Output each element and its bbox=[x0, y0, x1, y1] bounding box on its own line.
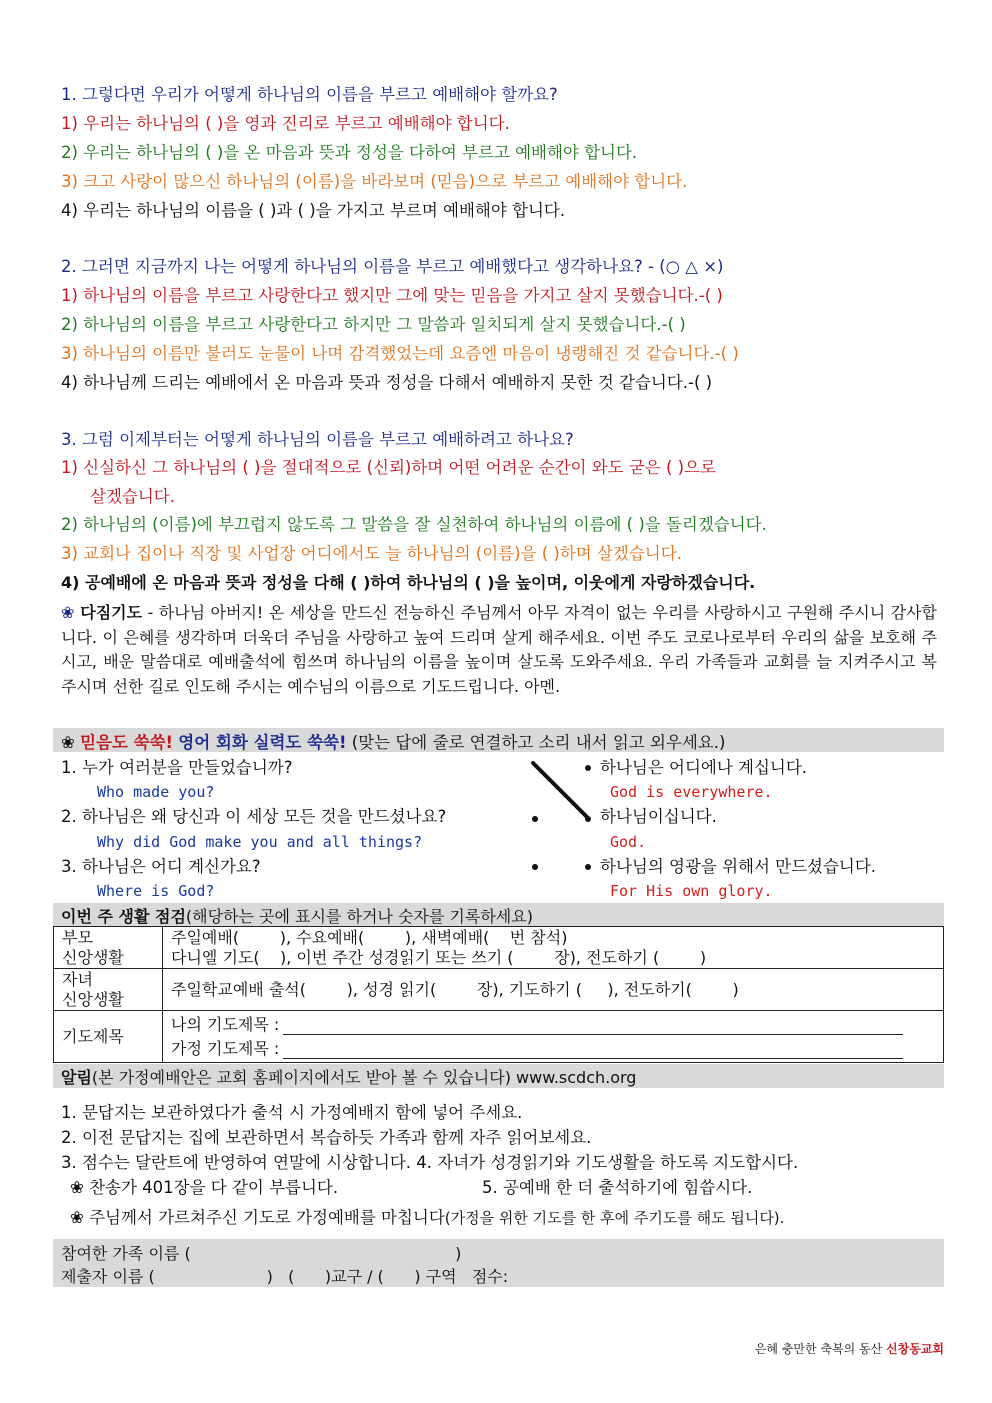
q1-item-3: 3) 크고 사랑이 많으신 하나님의 (이름)을 바라보며 (믿음)으로 부르고 예배해야 합니다. bbox=[61, 172, 688, 191]
footer bbox=[755, 1340, 944, 1357]
english-q3-ko: 3. 하나님은 어디 계신가요? bbox=[61, 857, 261, 876]
notice-hymn-line bbox=[70, 1177, 338, 1199]
family-names-line[interactable]: 참여한 가족 이름 ( ) bbox=[61, 1244, 462, 1263]
flower-icon: ❀ bbox=[70, 1178, 84, 1197]
q2-item-2: 2) 하나님의 이름을 부르고 사랑한다고 하지만 그 말씀과 일치되게 살지 못했습니다.-( ) bbox=[61, 315, 686, 334]
check-row-fields[interactable] bbox=[163, 969, 944, 1011]
notice-item-3: 3. 점수는 달란트에 반영하여 연말에 시상합니다. 4. 자녀가 성경읽기와 기도생활을 하도록 지도합시다. bbox=[61, 1153, 799, 1172]
q3-connect-dot[interactable] bbox=[532, 864, 538, 870]
english-header-instructions: (맞는 답에 줄로 연결하고 소리 내서 읽고 외우세요.) bbox=[351, 733, 726, 752]
q3-item-1a: 1) 신실하신 그 하나님의 ( )을 절대적으로 (신뢰)하며 어떤 어려운 순간이 와도 굳은 ( )으로 bbox=[61, 458, 716, 477]
english-q2-en: Why did God make you and all things? bbox=[97, 833, 423, 851]
connection-line bbox=[525, 755, 595, 825]
check-header bbox=[53, 903, 944, 926]
check-row-prayer bbox=[54, 1011, 944, 1063]
parents-line-2[interactable]: 다니엘 기도( ), 이번 주간 성경읽기 또는 쓰기 ( 장), 전도하기 ( ) bbox=[171, 947, 707, 967]
flower-icon: ❀ bbox=[61, 733, 75, 752]
notice-item-5: 5. 공예배 한 더 출석하기에 힘씁시다. bbox=[482, 1178, 753, 1197]
q3-item-3: 3) 교회나 집이나 직장 및 사업장 어디에서도 늘 하나님의 (이름)을 ( )하며 살겠습니다. bbox=[61, 544, 682, 563]
label-line-1: 자녀 bbox=[62, 969, 93, 989]
flower-icon: ❀ bbox=[70, 1208, 84, 1227]
notice-closing-line bbox=[70, 1207, 784, 1229]
notice-header-bold: 알림 bbox=[61, 1068, 92, 1087]
prayer-paragraph bbox=[61, 601, 937, 699]
notice-hymn: 찬송가 401장을 다 같이 부릅니다. bbox=[89, 1178, 339, 1197]
q1-item-4: 4) 우리는 하나님의 이름을 ( )과 ( )을 가지고 부르며 예배해야 합니다. bbox=[61, 201, 566, 220]
notice-header-rest: (본 가정예배안은 교회 홈페이지에서도 받아 볼 수 있습니다) www.scdch.org bbox=[91, 1068, 637, 1087]
english-q3-en: Where is God? bbox=[97, 882, 215, 900]
english-q2-ko: 2. 하나님은 왜 당신과 이 세상 모든 것을 만드셨나요? bbox=[61, 807, 447, 826]
children-line-1[interactable]: 주일학교예배 출석( ), 성경 읽기( 장), 기도하기 ( ), 전도하기( ) bbox=[171, 979, 739, 999]
q2-title: 2. 그러면 지금까지 나는 어떻게 하나님의 이름을 부르고 예배했다고 생각하나요? - (○ △ ×) bbox=[61, 257, 724, 276]
notice-item-2: 2. 이전 문답지는 집에 보관하면서 복습하듯 가족과 함께 자주 읽어보세요. bbox=[61, 1128, 592, 1147]
prayer-text: - 하나님 아버지! 온 세상을 만드신 전능하신 주님께서 아무 자격이 없는 우리를 사랑하시고 구원해 주시니 감사합니다. 이 은혜를 생각하며 더욱더 주님을 사랑하고 높여 드리며 살게 해주세요. 이번 주도 코로나로부터 우리의 삶을 보호해 주시고, 배운 말씀대로 예배출석에 힘쓰며 하나님의 이름을 높이며 살도록 도와주세요. 우리 가족들과 교회를 늘 지켜주시고 복 주시며 선한 길로 인도해 주시는 예수님의 이름으로 기도드립니다. 아멘. bbox=[61, 603, 937, 696]
check-table bbox=[53, 926, 944, 1063]
check-row-label: 기도제목 bbox=[54, 1011, 163, 1063]
q1-item-2: 2) 우리는 하나님의 ( )을 온 마음과 뜻과 정성을 다하여 부르고 예배해야 합니다. bbox=[61, 143, 638, 162]
my-prayer-field[interactable] bbox=[283, 1016, 903, 1035]
q2-item-4: 4) 하나님께 드리는 예배에서 온 마음과 뜻과 정성을 다해서 예배하지 못한 것 같습니다.-( ) bbox=[61, 373, 713, 392]
q1-title: 1. 그렇다면 우리가 어떻게 하나님의 이름을 부르고 예배해야 할까요? bbox=[61, 85, 558, 104]
english-q1-en: Who made you? bbox=[97, 783, 215, 801]
check-row-children bbox=[54, 969, 944, 1011]
notice-item-1: 1. 문답지는 보관하였다가 출석 시 가정예배지 함에 넣어 주세요. bbox=[61, 1103, 523, 1122]
q3-item-1b: 살겠습니다. bbox=[90, 487, 175, 506]
notice-header bbox=[53, 1064, 944, 1088]
notice-closing-sub: (가정을 위한 기도를 한 후에 주기도를 해도 됩니다). bbox=[444, 1209, 785, 1227]
check-header-rest: (해당하는 곳에 표시를 하거나 숫자를 기록하세요) bbox=[185, 907, 533, 926]
q2-item-1: 1) 하나님의 이름을 부르고 사랑한다고 했지만 그에 맞는 믿음을 가지고 살지 못했습니다.-( ) bbox=[61, 286, 723, 305]
my-prayer-label: 나의 기도제목 : bbox=[171, 1014, 280, 1034]
q3-title: 3. 그럼 이제부터는 어떻게 하나님의 이름을 부르고 예배하려고 하나요? bbox=[61, 430, 574, 449]
label-line-2: 신앙생활 bbox=[62, 947, 124, 967]
english-a3-ko: 하나님의 영광을 위해서 만드셨습니다. bbox=[600, 857, 877, 876]
a3-connect-dot[interactable] bbox=[585, 864, 591, 870]
english-q1-ko: 1. 누가 여러분을 만들었습니까? bbox=[61, 758, 293, 777]
family-prayer-label: 가정 기도제목 : bbox=[171, 1038, 280, 1058]
check-row-label bbox=[54, 927, 163, 969]
church-name: 신창동교회 bbox=[886, 1342, 944, 1356]
q1-item-1: 1) 우리는 하나님의 ( )을 영과 진리로 부르고 예배해야 합니다. bbox=[61, 114, 510, 133]
parents-line-1[interactable]: 주일예배( ), 수요예배( ), 새벽예배( 번 참석) bbox=[171, 927, 568, 947]
check-row-label bbox=[54, 969, 163, 1011]
english-a1-ko: 하나님은 어디에나 계십니다. bbox=[600, 758, 808, 777]
english-header-red: 믿음도 쑥쑥! bbox=[80, 733, 174, 752]
q3-item-2: 2) 하나님의 (이름)에 부끄럽지 않도록 그 말씀을 잘 실천하여 하나님의 이름에 ( )을 돌리겠습니다. bbox=[61, 515, 767, 534]
check-row-fields[interactable] bbox=[163, 927, 944, 969]
prayer-label: 다짐기도 bbox=[80, 603, 143, 622]
english-header-blue: 영어 회화 실력도 쑥쑥! bbox=[178, 733, 347, 752]
english-a2-en: God. bbox=[610, 833, 647, 851]
check-row-parents bbox=[54, 927, 944, 969]
label-line-1: 부모 bbox=[62, 927, 93, 947]
submitter-line[interactable]: 제출자 이름 ( ) ( )교구 / ( ) 구역 점수: bbox=[61, 1267, 509, 1286]
submission-box bbox=[53, 1239, 944, 1287]
notice-closing-main: 주님께서 가르쳐주신 기도로 가정예배를 마칩니다 bbox=[89, 1208, 445, 1227]
english-header bbox=[53, 728, 944, 752]
q3-item-4: 4) 공예배에 온 마음과 뜻과 정성을 다해 ( )하여 하나님의 ( )을 높이며, 이웃에게 자랑하겠습니다. bbox=[61, 573, 756, 592]
q2-item-3: 3) 하나님의 이름만 불러도 눈물이 나며 감격했었는데 요즘엔 마음이 냉랭해진 것 같습니다.-( ) bbox=[61, 344, 739, 363]
label-line-2: 신앙생활 bbox=[62, 989, 124, 1009]
footer-text: 은혜 충만한 축복의 동산 bbox=[754, 1342, 883, 1356]
english-a2-ko: 하나님이십니다. bbox=[600, 807, 717, 826]
check-row-fields[interactable] bbox=[163, 1011, 944, 1063]
english-a3-en: For His own glory. bbox=[610, 882, 773, 900]
flower-icon: ❀ bbox=[61, 603, 75, 622]
family-prayer-field[interactable] bbox=[283, 1040, 903, 1059]
english-a1-en: God is everywhere. bbox=[610, 783, 773, 801]
check-header-bold: 이번 주 생활 점검 bbox=[61, 907, 186, 926]
